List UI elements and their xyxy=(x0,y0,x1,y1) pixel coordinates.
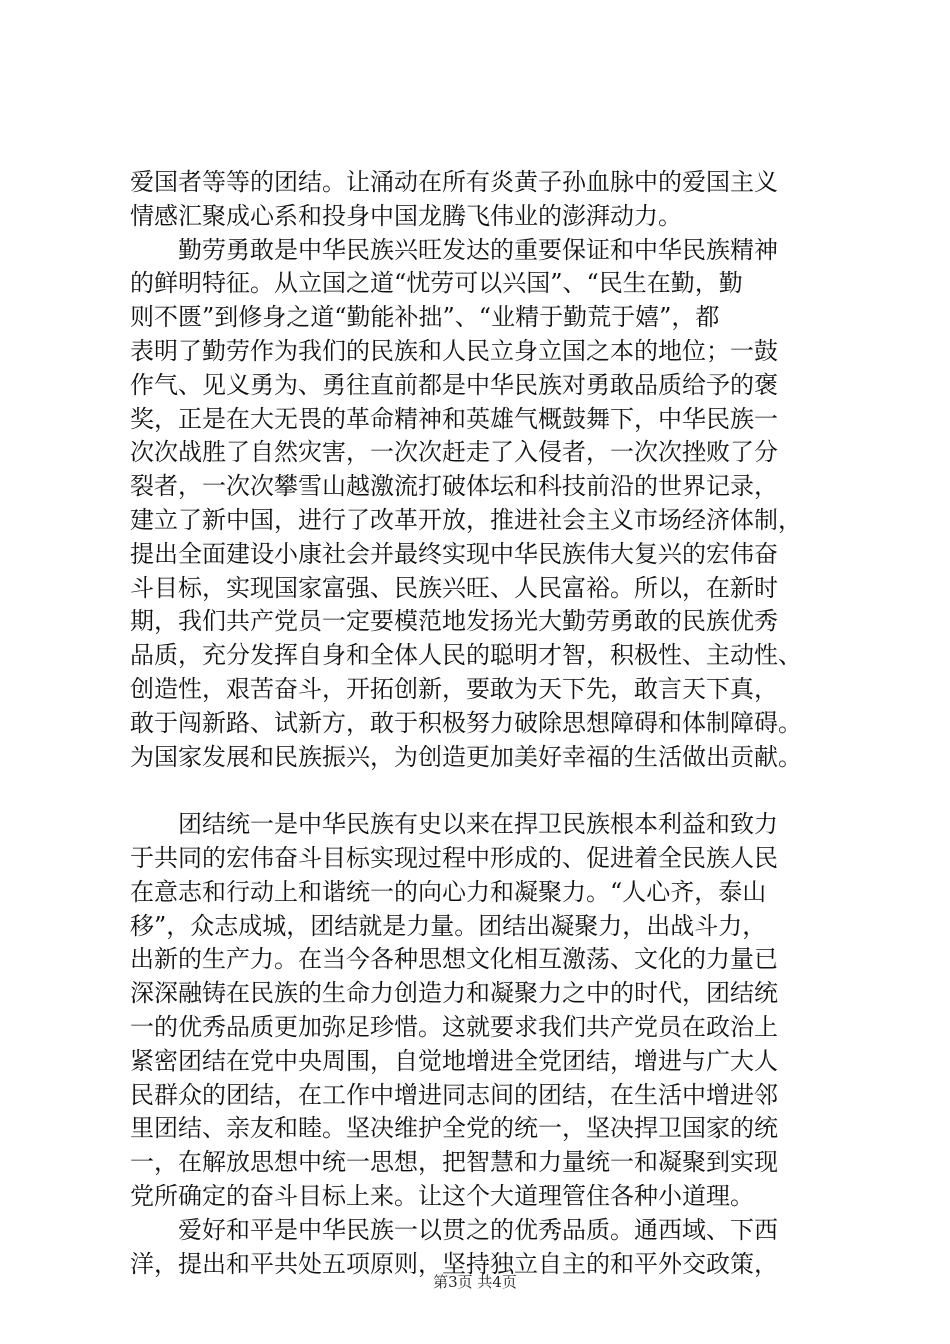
text-line: 表明了勤劳作为我们的民族和人民立身立国之本的地位；一鼓 xyxy=(130,336,778,365)
text-line: 里团结、亲友和睦。坚决维护全党的统一，坚决捍卫国家的统 xyxy=(130,1114,778,1143)
text-line: 情感汇聚成心系和投身中国龙腾飞伟业的澎湃动力。 xyxy=(130,201,682,230)
text-line: 爱好和平是中华民族一以贯之的优秀品质。通西域、下西 xyxy=(130,1215,778,1244)
text-line: 洋，提出和平共处五项原则，坚持独立自主的和平外交政策， xyxy=(130,1249,778,1278)
text-line: 一，在解放思想中统一思想，把智慧和力量统一和凝聚到实现 xyxy=(130,1148,778,1177)
text-line: 党所确定的奋斗目标上来。让这个大道理管住各种小道理。 xyxy=(130,1181,754,1210)
text-line: 的鲜明特征。从立国之道“忧劳可以兴国”、“民生在勤，勤 xyxy=(130,269,743,298)
text-line: 敢于闯新路、试新方，敢于积极努力破除思想障碍和体制障碍。 xyxy=(130,708,802,737)
text-line: 提出全面建设小康社会并最终实现中华民族伟大复兴的宏伟奋 xyxy=(130,539,778,568)
text-line: 民群众的团结，在工作中增进同志间的团结，在生活中增进邻 xyxy=(130,1080,778,1109)
text-line: 则不匮”到修身之道“勤能补拙”、“业精于勤荒于嬉”，都 xyxy=(130,303,720,332)
text-line: 一的优秀品质更加弥足珍惜。这就要求我们共产党员在政治上 xyxy=(130,1012,778,1041)
paragraph xyxy=(130,808,850,1214)
text-line: 斗目标，实现国家富强、民族兴旺、人民富裕。所以，在新时 xyxy=(130,573,778,602)
text-line: 团结统一是中华民族有史以来在捍卫民族根本利益和致力 xyxy=(130,810,778,839)
text-line: 爱国者等等的团结。让涌动在所有炎黄子孙血脉中的爱国主义 xyxy=(130,168,778,196)
text-line: 裂者，一次次攀雪山越激流打破体坛和科技前沿的世界记录， xyxy=(130,472,778,501)
text-line: 于共同的宏伟奋斗目标实现过程中形成的、促进着全民族人民 xyxy=(130,843,778,872)
text-line: 建立了新中国，进行了改革开放，推进社会主义市场经济体制， xyxy=(130,505,802,534)
paragraph xyxy=(130,166,850,234)
text-line: 次次战胜了自然灾害，一次次赶走了入侵者，一次次挫败了分 xyxy=(130,438,778,467)
text-line: 品质，充分发挥自身和全体人民的聪明才智，积极性、主动性、 xyxy=(130,641,802,670)
page-number-footer: 第3页 共4页 xyxy=(433,1273,517,1291)
text-line: 作气、见义勇为、勇往直前都是中华民族对勇敢品质给予的褒 xyxy=(130,370,778,399)
document-body xyxy=(130,166,850,1281)
text-line: 在意志和行动上和谐统一的向心力和凝聚力。“人心齐，泰山 xyxy=(130,877,767,906)
text-line: 期，我们共产党员一定要模范地发扬光大勤劳勇敢的民族优秀 xyxy=(130,607,778,636)
paragraph-gap xyxy=(130,774,850,808)
text-line: 移”，众志成城，团结就是力量。团结出凝聚力，出战斗力， xyxy=(130,911,767,940)
text-line: 奖，正是在大无畏的革命精神和英雄气概鼓舞下，中华民族一 xyxy=(130,404,778,433)
text-line: 出新的生产力。在当今各种思想文化相互激荡、文化的力量已 xyxy=(130,945,778,974)
text-line: 创造性，艰苦奋斗，开拓创新，要敢为天下先，敢言天下真， xyxy=(130,674,778,703)
text-line: 勤劳勇敢是中华民族兴旺发达的重要保证和中华民族精神 xyxy=(130,235,778,264)
text-line: 深深融铸在民族的生命力创造力和凝聚力之中的时代，团结统 xyxy=(130,979,778,1008)
text-line: 为国家发展和民族振兴，为创造更加美好幸福的生活做出贡献。 xyxy=(130,742,802,771)
paragraph xyxy=(130,234,850,775)
text-line: 紧密团结在党中央周围，自觉地增进全党团结，增进与广大人 xyxy=(130,1046,778,1075)
